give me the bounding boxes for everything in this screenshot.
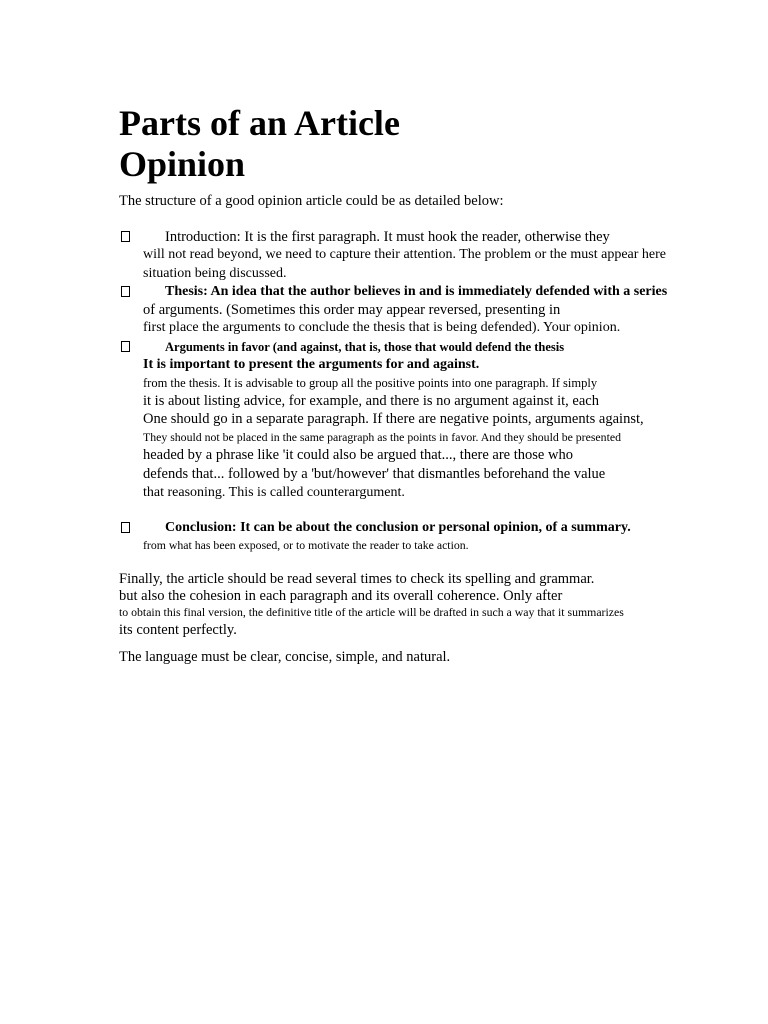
- thesis-line: of arguments. (Sometimes this order may appear reversed, presenting in: [143, 302, 561, 318]
- title-line-1: Parts of an Article: [119, 103, 400, 143]
- introduction-heading: Introduction: It is the first paragraph. It must hook the reader, otherwise they: [165, 229, 610, 245]
- arguments-line: defends that... followed by a 'but/however' that dismantles beforehand the value: [143, 466, 606, 482]
- arguments-line: it is about listing advice, for example, and there is no argument against it, each: [143, 393, 599, 409]
- thesis-heading: Thesis: An idea that the author believes in and is immediately defended with a series: [165, 284, 668, 299]
- arguments-line: from the thesis. It is advisable to group all the positive points into one paragraph. If simply: [143, 376, 598, 390]
- bullet-box-icon: [121, 522, 130, 533]
- thesis-line: first place the arguments to conclude the thesis that is being defended). Your opinion.: [143, 320, 621, 335]
- arguments-line: They should not be placed in the same paragraph as the points in favor. And they should be presented: [143, 430, 621, 444]
- intro-text: The structure of a good opinion article could be as detailed below:: [119, 193, 504, 209]
- conclusion-line: from what has been exposed, or to motivate the reader to take action.: [143, 538, 469, 552]
- finally-line: its content perfectly.: [119, 622, 237, 638]
- bullet-box-icon: [121, 231, 130, 242]
- bullet-box-icon: [121, 341, 130, 352]
- finally-line: Finally, the article should be read several times to check its spelling and grammar.: [119, 571, 595, 587]
- introduction-line: will not read beyond, we need to capture their attention. The problem or the must appear here: [143, 247, 667, 262]
- title-line-2: Opinion: [119, 144, 246, 184]
- arguments-heading: Arguments in favor (and against, that is, those that would defend the thesis: [165, 340, 565, 354]
- arguments-line: headed by a phrase like 'it could also be argued that..., there are those who: [143, 447, 573, 463]
- finally-line: but also the cohesion in each paragraph and its overall coherence. Only after: [119, 588, 563, 604]
- bullet-box-icon: [121, 286, 130, 297]
- conclusion-heading: Conclusion: It can be about the conclusion or personal opinion, of a summary.: [165, 520, 631, 535]
- arguments-line: that reasoning. This is called counterargument.: [143, 485, 405, 500]
- introduction-line: situation being discussed.: [143, 266, 287, 281]
- page-title: [119, 103, 400, 185]
- arguments-subheading: It is important to present the arguments for and against.: [143, 357, 480, 372]
- finally-line: to obtain this final version, the definitive title of the article will be drafted in such a way that it summarizes: [119, 605, 624, 619]
- language-paragraph: The language must be clear, concise, simple, and natural.: [119, 649, 451, 665]
- arguments-line: One should go in a separate paragraph. If there are negative points, arguments against,: [143, 411, 644, 427]
